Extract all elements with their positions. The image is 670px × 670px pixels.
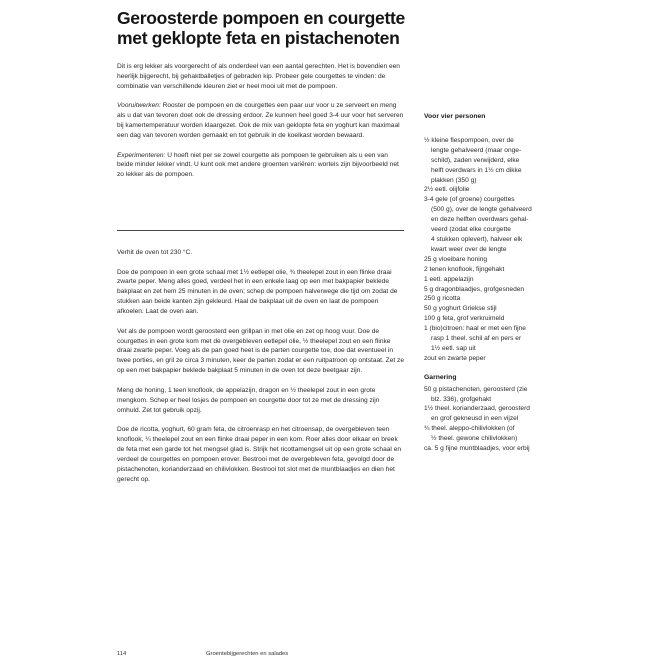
garnish-list [424, 385, 554, 454]
recipe-title: Geroosterde pompoen en courgette met geklopte feta en pistachenoten [117, 8, 405, 48]
experimenteren-label: Experimenteren: [117, 151, 166, 159]
ingredient-item-line: zout en zwarte peper [424, 354, 486, 362]
method-section [117, 248, 404, 494]
ingredient-item-line: 5 g dragonblaadjes, grofgesneden [424, 285, 525, 293]
ingredient-item-line: kwart weer over de lengte [431, 245, 507, 253]
ingredient-item-line: 100 g feta, grof verkruimeld [424, 315, 505, 323]
garnish-item-line: ½ theel. gewone chilivlokken) [431, 435, 518, 443]
garnish-item-line: en grof gekneusd in een vijzel [431, 415, 519, 423]
ingredient-item-line: rasp 1 theel. schil af en pers er [431, 335, 522, 343]
method-step: Vet als de pompoen wordt geroosterd een grillpan in met olie en zet op hoog vuur. Doe de courgettes in een grote kom met de overgebleven eetlepel olie, ½ theelepel zout en een flinke draai zwarte peper. Voeg als de pan goed heet is de parten courgette toe, doe dat eventueel in twee porties, en gril ze circa 3 minuten, keer de parten zodat er een ruitpatroon op ontstaat. Zet ze op een met bakpapier beklede bakplaat 5 minuten in de oven tot deze beetgaar zijn. [117, 327, 404, 375]
ingredient-item-line: lengte gehalveerd (maar onge- [431, 146, 522, 154]
ingredient-item-line: helft overdwars in 1½ cm dikke [431, 166, 522, 174]
ingredient-item-line: 1 (bio)citroen: haal er met een fijne [424, 325, 526, 333]
vooruitwerken-label: Vooruitwerken: [117, 102, 161, 110]
ingredient-item-line: 25 g vloeibare honing [424, 255, 488, 263]
ingredient-item-line: 1½ eetl. sap uit [431, 344, 476, 352]
ingredients-list [424, 136, 554, 364]
ingredient-item-line: veerd (zodat elke courgette [431, 226, 511, 234]
ingredient-item-line: 1 eetl. appelazijn [424, 275, 474, 283]
ingredient-item-line: 2½ eetl. olijfolie [424, 186, 470, 194]
garnish-item-line: ca. 5 g fijne muntblaadjes, voor erbij [424, 445, 530, 453]
ingredients-column [424, 112, 554, 463]
intro-paragraph: Dit is erg lekker als voorgerecht of als onderdeel van een aantal gerechten. Het is bovendien een heerlijk bijgerecht, bij gehaktballetjes of gebraden kip. Probeer gele courgettes te vinden: de combinatie van verschillende kleuren ziet er heel mooi uit met de pompoen. [117, 63, 400, 90]
experimenteren-paragraph [117, 151, 404, 181]
intro-section [117, 62, 404, 190]
garnish-item-line: blz. 336), grofgehakt [431, 395, 492, 403]
section-name: Groentebijgerechten en salades [206, 651, 289, 657]
garnish-heading: Garnering [424, 373, 457, 381]
ingredient-item-line: 2 tenen knoflook, fijngehakt [424, 265, 505, 273]
experimenteren-text: U hoeft niet per se zowel courgette als pompoen te gebruiken als u een van beide minder lekker vindt. U kunt ook met andere groenten variëren: wortels zijn bijvoorbeeld net zo lekker als de pompoen. [117, 151, 399, 179]
ingredient-item-line: schild), zaden verwijderd, elke [431, 156, 520, 164]
ingredient-item-line: 250 g ricotta [424, 295, 461, 303]
ingredient-item-line: ½ kleine flespompoen, over de [424, 136, 514, 144]
ingredient-item-line: en deze helften overdwars gehal- [431, 216, 529, 224]
vooruitwerken-paragraph [117, 101, 404, 141]
ingredient-item-line: plakken (350 g) [431, 176, 477, 184]
method-step: Doe de pompoen in een grote schaal met 1½ eetlepel olie, ¾ theelepel zout in een flinke draai zwarte peper. Meng alles goed, verdeel het in een enkele laag op een met bakpapier beklede bakplaat en zet hem 25 minuten in de oven; schep de pompoen halverwege die tijd om zodat de stukken aan beide kanten zijn gekleurd. Haal de bakplaat uit de oven en laat de pompoen afkoelen. Laat de oven aan. [117, 268, 398, 316]
ingredient-item-line: 3-4 gele (of groene) courgettes [424, 196, 515, 204]
ingredient-item-line: 50 g yoghurt Griekse stijl [424, 305, 497, 313]
method-step: Verhit de oven tot 230 °C. [117, 249, 193, 256]
page-number: 114 [117, 651, 127, 657]
garnish-item-line: 1½ theel. korianderzaad, geroosterd [424, 405, 530, 413]
method-step: Meng de honing, 1 teen knoflook, de appelazijn, dragon en ½ theelepel zout in een grote mengkom. Schep er heel losjes de pompoen en courgette door tot ze met de dressing zijn omhuld. Zet tot gebruik opzij. [117, 386, 380, 414]
ingredient-item-line: (500 g), over de lengte gehalveerd [431, 206, 532, 214]
servings-heading: Voor vier personen [424, 113, 486, 120]
ingredient-item-line: 4 stukken oplevert), halveer elk [431, 235, 523, 243]
section-divider [117, 230, 404, 231]
garnish-item-line: 50 g pistachenoten, geroosterd (zie [424, 385, 528, 393]
method-step: Doe de ricotta, yoghurt, 60 gram feta, de citroenrasp en het citroensap, de overgebleven teen knoflook, ¼ theelepel zout en een flinke draai peper in een kom. Roer alles door elkaar en breek de feta met een garde tot het mengsel glad is. Strijk het ricottamengsel uit op een grote schaal en verdeel de courgettes en pompoen erover. Bestrooi met de overgebleven feta, gevolgd door de pistachenoten, korianderzaad en chilivlokken. Bestrooi tot slot met de muntblaadjes en dien het gerecht op. [117, 426, 402, 483]
vooruitwerken-text: Rooster de pompoen en de courgettes een paar uur voor u ze serveert en meng als u dat van tevoren doet ook de dressing erdoor. Ze kunnen heel goed 3-4 uur voor het serveren bij kamertemperatuur worden klaargezet. Ook de mix van geklopte feta en yoghurt kan maximaal een dag van tevoren worden gemaakt en tot gebruik in de koelkast worden bewaard. [117, 102, 404, 140]
garnish-item-line: ¾ theel. aleppo-chilivlokken (of [424, 425, 515, 433]
